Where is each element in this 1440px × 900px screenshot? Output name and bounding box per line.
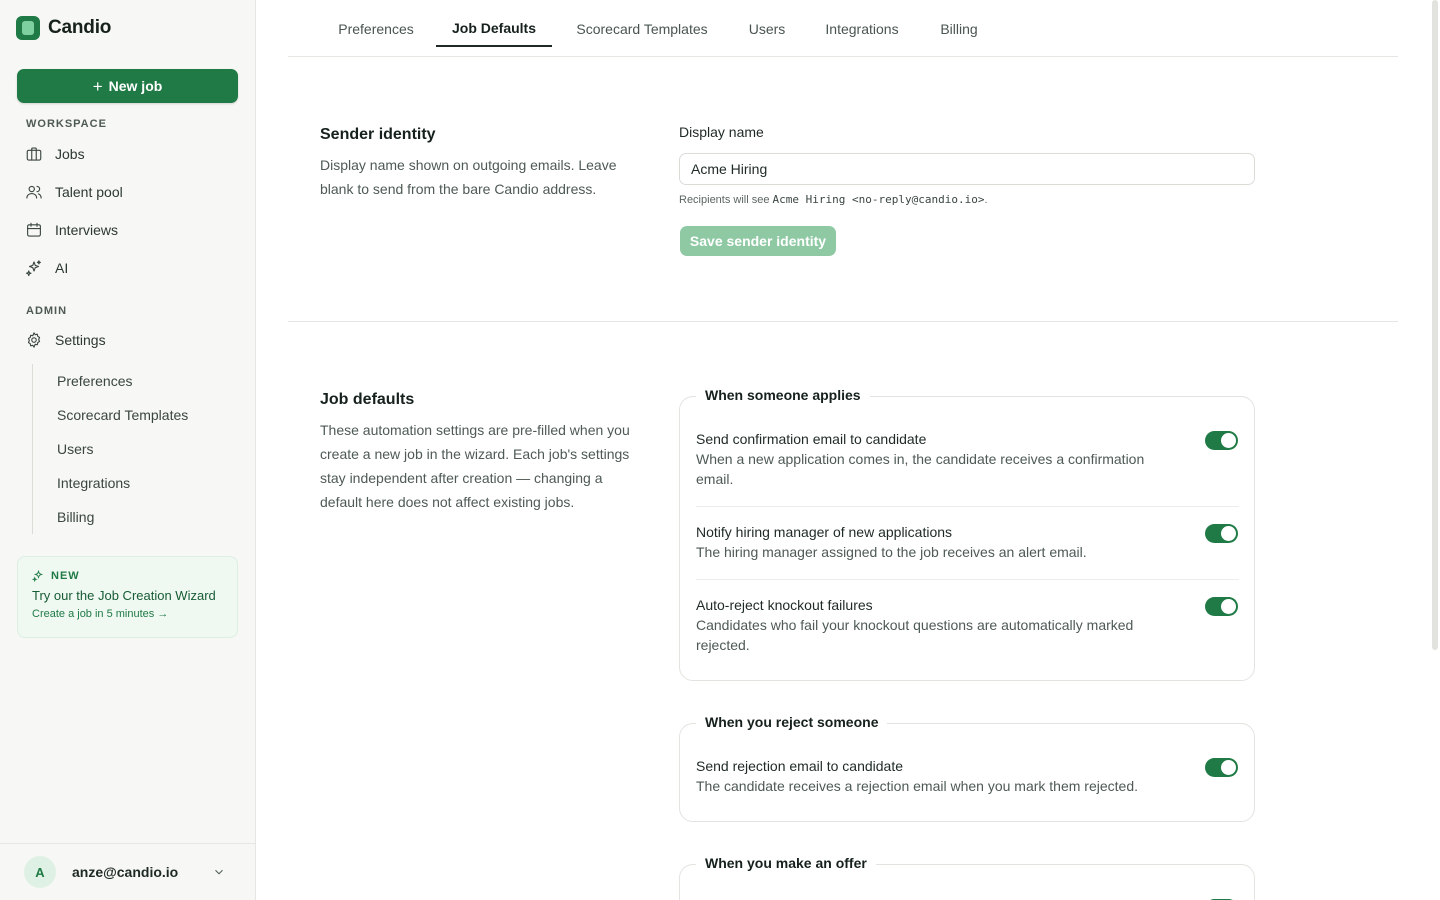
avatar: A	[24, 856, 56, 888]
fieldset-when-you-make-offer	[679, 855, 1255, 900]
user-email: anze@candio.io	[72, 864, 179, 880]
fieldset-legend: When someone applies	[696, 387, 870, 403]
subnav-item-users[interactable]: Users	[57, 441, 94, 457]
job-defaults-title: Job defaults	[320, 391, 415, 408]
chevron-down-icon[interactable]	[212, 865, 226, 879]
sidebar-item-ai[interactable]	[16, 253, 238, 283]
hint-suffix: .	[984, 194, 988, 206]
plus-icon: +	[92, 76, 103, 96]
subnav-item-integrations[interactable]: Integrations	[57, 475, 131, 491]
settings-subnav	[32, 364, 238, 534]
auto-reject-toggle[interactable]	[1205, 597, 1238, 616]
tab-preferences[interactable]: Preferences	[338, 20, 414, 37]
candio-logo-icon	[16, 16, 40, 40]
workspace-section-label: WORKSPACE	[26, 118, 107, 130]
subnav-item-scorecard-templates[interactable]: Scorecard Templates	[57, 407, 189, 423]
calendar-icon	[25, 221, 43, 239]
promo-title: Try our the Job Creation Wizard	[32, 588, 216, 603]
option-divider	[696, 506, 1239, 507]
promo-tag-label: NEW	[51, 569, 80, 582]
option-description: Candidates who fail your knockout questions are automatically marked rejected.	[696, 617, 1134, 653]
settings-tabs	[288, 0, 1398, 57]
option-notify-hiring-manager	[696, 524, 1239, 562]
page-scrollbar[interactable]	[1432, 0, 1438, 650]
subnav-item-preferences[interactable]: Preferences	[57, 373, 133, 389]
display-name-hint	[679, 193, 988, 206]
briefcase-icon	[25, 145, 43, 163]
display-name-label: Display name	[679, 124, 764, 140]
option-title: Send rejection email to candidate	[696, 758, 904, 774]
tab-users[interactable]: Users	[748, 20, 786, 37]
sidebar-item-talent-pool[interactable]	[16, 177, 238, 207]
sidebar-item-jobs[interactable]	[16, 139, 238, 169]
brand-name: Candio	[48, 17, 112, 38]
wizard-promo-card[interactable]	[17, 556, 238, 638]
sidebar-item-label: AI	[55, 260, 69, 276]
job-defaults-description: These automation settings are pre-filled when you create a new job in the wizard. Each job's settings stay independent after creation — changing a default here does not affect existing jobs.	[320, 422, 630, 510]
promo-link[interactable]: Create a job in 5 minutes →	[32, 608, 169, 620]
fieldset-when-someone-applies	[679, 387, 1255, 681]
confirmation-email-toggle[interactable]	[1205, 431, 1238, 450]
new-job-button[interactable]	[17, 69, 238, 103]
display-name-input[interactable]	[679, 153, 1255, 185]
sparkles-icon	[25, 259, 43, 277]
sidebar-item-label: Settings	[55, 332, 106, 348]
section-divider	[288, 321, 1398, 322]
admin-section-label: ADMIN	[26, 305, 68, 317]
notify-hiring-manager-toggle[interactable]	[1205, 524, 1238, 543]
sparkles-icon	[32, 569, 45, 582]
users-icon	[25, 183, 43, 201]
option-title: Notify hiring manager of new applications	[696, 524, 953, 540]
save-sender-identity-button[interactable]: Save sender identity	[680, 226, 836, 256]
fieldset-legend: When you reject someone	[696, 714, 887, 730]
hint-prefix: Recipients will see	[679, 194, 773, 206]
option-title: Auto-reject knockout failures	[696, 597, 873, 613]
option-description: The candidate receives a rejection email when you mark them rejected.	[696, 778, 1138, 794]
sidebar-item-label: Interviews	[55, 222, 119, 238]
new-job-label: New job	[108, 78, 163, 94]
sidebar-item-settings[interactable]	[16, 325, 238, 355]
sidebar-item-label: Jobs	[55, 146, 85, 162]
subnav-item-billing[interactable]: Billing	[57, 509, 95, 525]
sidebar-item-interviews[interactable]	[16, 215, 238, 245]
sender-identity-title: Sender identity	[320, 126, 436, 143]
option-title: Send confirmation email to candidate	[696, 431, 927, 447]
option-description: When a new application comes in, the candidate receives a confirmation email.	[696, 451, 1145, 487]
sender-identity-description: Display name shown on outgoing emails. Leave blank to send from the bare Candio address.	[320, 157, 617, 197]
rejection-email-toggle[interactable]	[1205, 758, 1238, 777]
promo-tag	[32, 569, 223, 582]
user-menu[interactable]	[0, 843, 255, 900]
tab-job-defaults[interactable]: Job Defaults	[436, 10, 552, 47]
tab-scorecard-templates[interactable]: Scorecard Templates	[576, 20, 708, 37]
tab-integrations[interactable]: Integrations	[825, 20, 899, 37]
fieldset-legend: When you make an offer	[696, 855, 876, 871]
option-auto-reject	[696, 597, 1239, 655]
tab-billing[interactable]: Billing	[940, 20, 978, 37]
fieldset-when-you-reject	[679, 714, 1255, 822]
hint-preview: Acme Hiring <no-reply@candio.io>	[772, 193, 985, 206]
sidebar	[0, 0, 256, 900]
option-confirmation-email	[696, 431, 1239, 489]
option-rejection-email	[696, 758, 1239, 796]
gear-icon	[25, 331, 43, 349]
brand[interactable]	[16, 16, 111, 40]
option-divider	[696, 579, 1239, 580]
option-description: The hiring manager assigned to the job receives an alert email.	[696, 544, 1087, 560]
sidebar-item-label: Talent pool	[55, 184, 123, 200]
